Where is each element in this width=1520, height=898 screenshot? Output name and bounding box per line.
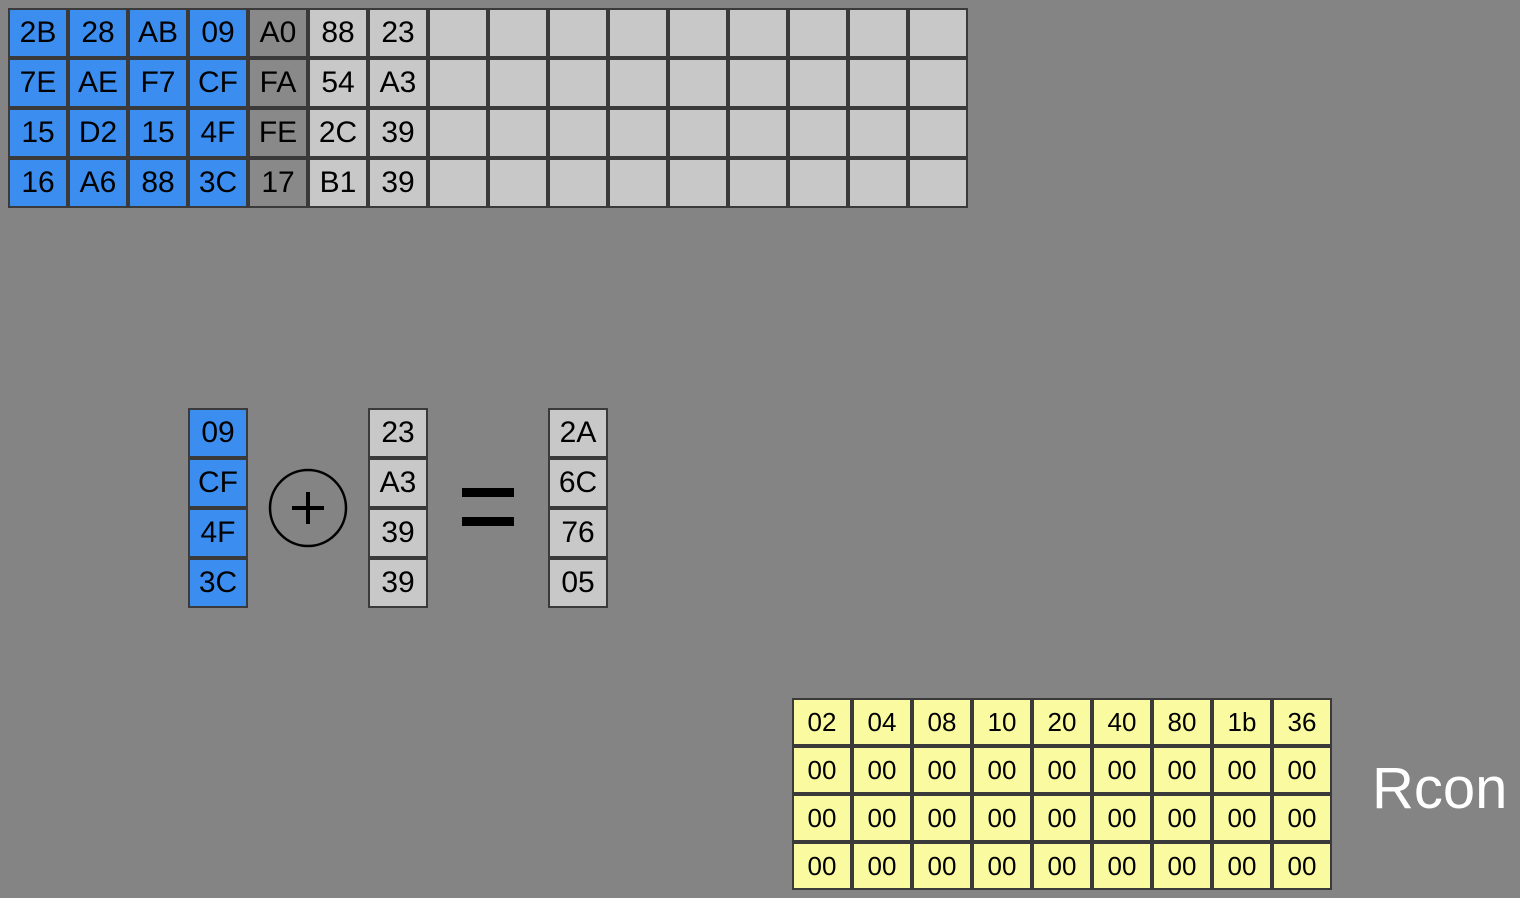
xor-plus-icon xyxy=(268,468,348,548)
key-byte-cell xyxy=(488,108,548,158)
key-byte-cell: A6 xyxy=(68,158,128,208)
result-byte: 6C xyxy=(548,458,608,508)
key-byte-cell: A0 xyxy=(248,8,308,58)
left-operand-byte: CF xyxy=(188,458,248,508)
right-operand-byte: 39 xyxy=(368,558,428,608)
key-byte-cell xyxy=(488,58,548,108)
key-byte-cell xyxy=(728,108,788,158)
key-byte-cell: 17 xyxy=(248,158,308,208)
key-byte-cell xyxy=(728,158,788,208)
key-byte-cell xyxy=(908,108,968,158)
rcon-cell: 1b xyxy=(1212,698,1272,746)
rcon-cell: 00 xyxy=(1152,746,1212,794)
key-byte-cell xyxy=(848,108,908,158)
rcon-cell: 00 xyxy=(792,794,852,842)
result-byte: 2A xyxy=(548,408,608,458)
result-byte: 76 xyxy=(548,508,608,558)
result-byte: 05 xyxy=(548,558,608,608)
rcon-cell: 10 xyxy=(972,698,1032,746)
key-byte-cell xyxy=(488,158,548,208)
rcon-cell: 00 xyxy=(1212,746,1272,794)
left-operand-byte: 09 xyxy=(188,408,248,458)
key-byte-cell xyxy=(548,58,608,108)
key-byte-cell: AE xyxy=(68,58,128,108)
key-byte-cell: 2B xyxy=(8,8,68,58)
key-byte-cell xyxy=(428,8,488,58)
rcon-cell: 00 xyxy=(1032,842,1092,890)
left-operand-byte: 4F xyxy=(188,508,248,558)
rcon-cell: 00 xyxy=(912,794,972,842)
rcon-cell: 00 xyxy=(972,794,1032,842)
key-byte-cell xyxy=(548,158,608,208)
rcon-cell: 00 xyxy=(792,746,852,794)
rcon-label: Rcon xyxy=(1372,756,1508,821)
key-byte-cell: 88 xyxy=(128,158,188,208)
rcon-cell: 00 xyxy=(1212,794,1272,842)
right-operand-byte: 39 xyxy=(368,508,428,558)
key-byte-cell: 09 xyxy=(188,8,248,58)
key-byte-cell xyxy=(848,58,908,108)
rcon-cell: 00 xyxy=(1092,842,1152,890)
rcon-cell: 02 xyxy=(792,698,852,746)
key-byte-cell: 54 xyxy=(308,58,368,108)
key-byte-cell: 28 xyxy=(68,8,128,58)
key-byte-cell: F7 xyxy=(128,58,188,108)
rcon-cell: 08 xyxy=(912,698,972,746)
key-byte-cell: 23 xyxy=(368,8,428,58)
key-byte-cell xyxy=(608,158,668,208)
key-byte-cell xyxy=(788,58,848,108)
rcon-cell: 04 xyxy=(852,698,912,746)
rcon-cell: 00 xyxy=(972,746,1032,794)
rcon-cell: 00 xyxy=(1092,794,1152,842)
rcon-cell: 40 xyxy=(1092,698,1152,746)
key-byte-cell: 15 xyxy=(8,108,68,158)
key-byte-cell xyxy=(788,158,848,208)
key-byte-cell xyxy=(668,8,728,58)
rcon-cell: 00 xyxy=(852,842,912,890)
rcon-cell: 00 xyxy=(1032,746,1092,794)
right-operand-byte: A3 xyxy=(368,458,428,508)
key-byte-cell xyxy=(728,58,788,108)
key-byte-cell: 7E xyxy=(8,58,68,108)
rcon-cell: 00 xyxy=(912,842,972,890)
rcon-cell: 00 xyxy=(1212,842,1272,890)
key-byte-cell: 16 xyxy=(8,158,68,208)
key-byte-cell xyxy=(908,58,968,108)
key-byte-cell: CF xyxy=(188,58,248,108)
key-byte-cell: AB xyxy=(128,8,188,58)
key-byte-cell: 39 xyxy=(368,108,428,158)
key-byte-cell xyxy=(848,158,908,208)
key-byte-cell xyxy=(428,158,488,208)
key-byte-cell: 2C xyxy=(308,108,368,158)
key-byte-cell: D2 xyxy=(68,108,128,158)
key-byte-cell xyxy=(668,58,728,108)
rcon-cell: 00 xyxy=(1092,746,1152,794)
key-byte-cell: 3C xyxy=(188,158,248,208)
key-byte-cell xyxy=(728,8,788,58)
rcon-cell: 20 xyxy=(1032,698,1092,746)
rcon-cell: 00 xyxy=(912,746,972,794)
key-byte-cell xyxy=(908,8,968,58)
key-byte-cell xyxy=(668,108,728,158)
key-byte-cell: 39 xyxy=(368,158,428,208)
key-byte-cell: B1 xyxy=(308,158,368,208)
key-byte-cell: 4F xyxy=(188,108,248,158)
rcon-cell: 00 xyxy=(1032,794,1092,842)
key-byte-cell xyxy=(908,158,968,208)
key-byte-cell: FA xyxy=(248,58,308,108)
rcon-cell: 80 xyxy=(1152,698,1212,746)
key-byte-cell xyxy=(668,158,728,208)
rcon-cell: 00 xyxy=(1272,746,1332,794)
equals-icon xyxy=(462,488,514,526)
rcon-cell: 00 xyxy=(852,794,912,842)
key-byte-cell xyxy=(608,108,668,158)
key-byte-cell xyxy=(608,8,668,58)
rcon-cell: 00 xyxy=(852,746,912,794)
key-byte-cell xyxy=(548,8,608,58)
key-byte-cell xyxy=(488,8,548,58)
rcon-cell: 00 xyxy=(1152,842,1212,890)
key-byte-cell xyxy=(788,8,848,58)
key-byte-cell xyxy=(608,58,668,108)
key-byte-cell xyxy=(848,8,908,58)
key-byte-cell: 15 xyxy=(128,108,188,158)
rcon-cell: 00 xyxy=(972,842,1032,890)
key-byte-cell xyxy=(548,108,608,158)
rcon-cell: 36 xyxy=(1272,698,1332,746)
key-byte-cell xyxy=(788,108,848,158)
key-byte-cell: A3 xyxy=(368,58,428,108)
rcon-cell: 00 xyxy=(1272,842,1332,890)
left-operand-byte: 3C xyxy=(188,558,248,608)
right-operand-byte: 23 xyxy=(368,408,428,458)
rcon-cell: 00 xyxy=(1152,794,1212,842)
key-byte-cell xyxy=(428,108,488,158)
key-byte-cell: FE xyxy=(248,108,308,158)
key-byte-cell: 88 xyxy=(308,8,368,58)
rcon-cell: 00 xyxy=(1272,794,1332,842)
key-byte-cell xyxy=(428,58,488,108)
rcon-cell: 00 xyxy=(792,842,852,890)
